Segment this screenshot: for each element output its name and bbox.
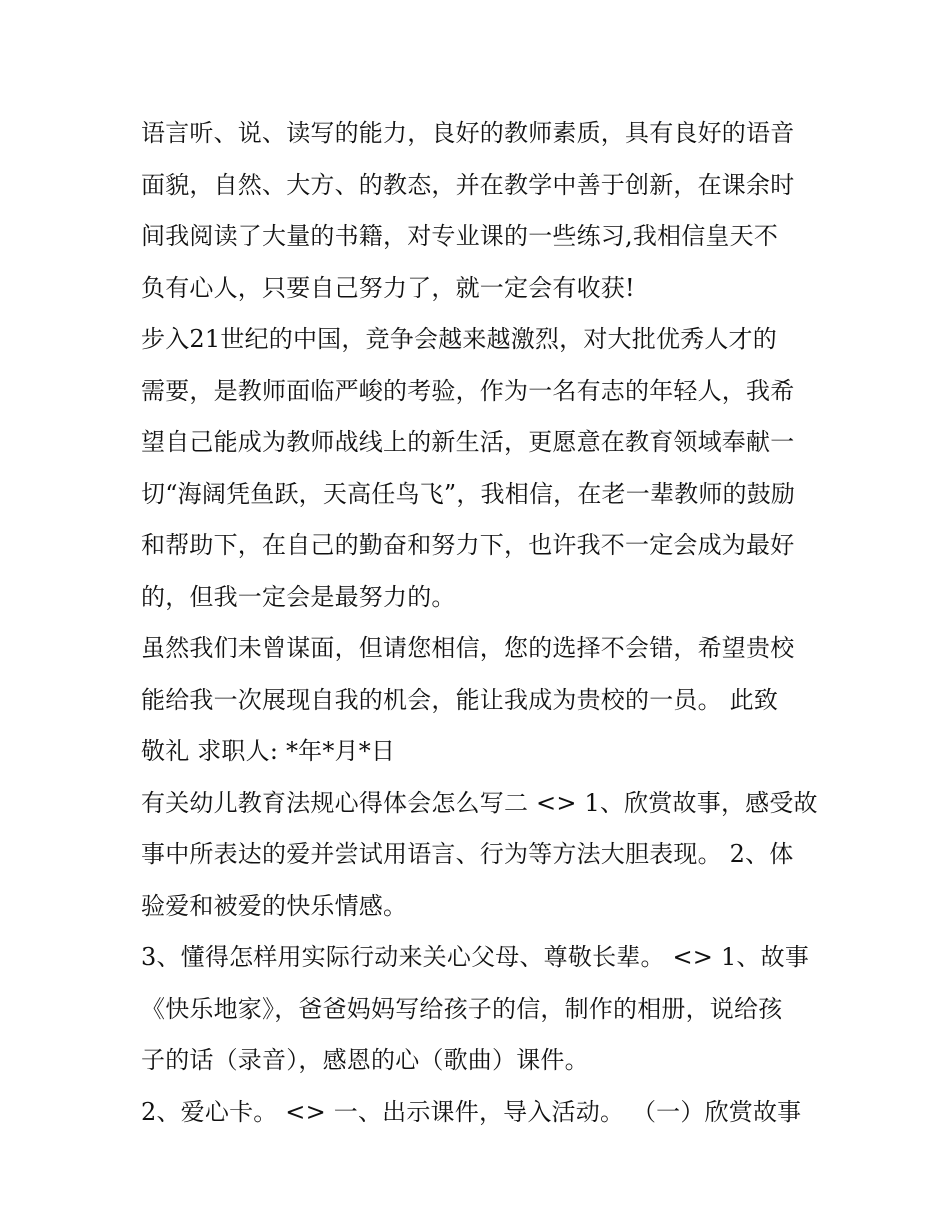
text-line: 切“海阔凭鱼跃，天高任鸟飞”，我相信，在老一辈教师的鼓励 (141, 479, 796, 508)
text-line: 2、爱心卡。 <> 一、出示课件，导入活动。 （一）欣赏故事 (141, 1097, 802, 1126)
text-line: 望自己能成为教师战线上的新生活，更愿意在教育领域奉献一 (141, 428, 795, 456)
text-line: 虽然我们未曾谋面，但请您相信，您的选择不会错，希望贵校 (141, 634, 795, 662)
text-line: 敬礼 求职人: *年*月*日 (141, 737, 396, 765)
text-line: 步入21世纪的中国，竞争会越来越激烈，对大批优秀人才的 (141, 325, 777, 353)
text-line: 语言听、说、读写的能力，良好的教师素质，具有良好的语音 (141, 119, 795, 147)
text-line: 3、懂得怎样用实际行动来关心父母、尊敬长辈。 <> 1、故事 (141, 943, 810, 971)
text-line: 能给我一次展现自我的机会，能让我成为贵校的一员。 此致 (141, 685, 779, 714)
text-line: 和帮助下，在自己的勤奋和努力下，也许我不一定会成为最好 (141, 531, 795, 559)
text-line: 有关幼儿教育法规心得体会怎么写二 <> 1、欣赏故事，感受故 (141, 788, 818, 817)
document-body (141, 108, 821, 1138)
text-line: 面貌，自然、大方、的教态，并在教学中善于创新，在课余时 (141, 170, 795, 199)
text-line: 验爱和被爱的快乐情感。 (141, 891, 408, 920)
text-line: 子的话（录音），感恩的心（歌曲）课件。 (141, 1046, 589, 1074)
text-line: 间我阅读了大量的书籍，对专业课的一些练习,我相信皇天不 (141, 222, 779, 250)
text-line: 《快乐地家》，爸爸妈妈写给孩子的信，制作的相册，说给孩 (141, 994, 783, 1023)
text-line: 事中所表达的爱并尝试用语言、行为等方法大胆表现。 2、体 (141, 840, 794, 868)
text-line: 负有心人，只要自己努力了，就一定会有收获! (141, 273, 635, 302)
text-line: 需要，是教师面临严峻的考验，作为一名有志的年轻人，我希 (141, 376, 795, 405)
text-line: 的，但我一定会是最努力的。 (141, 582, 456, 611)
